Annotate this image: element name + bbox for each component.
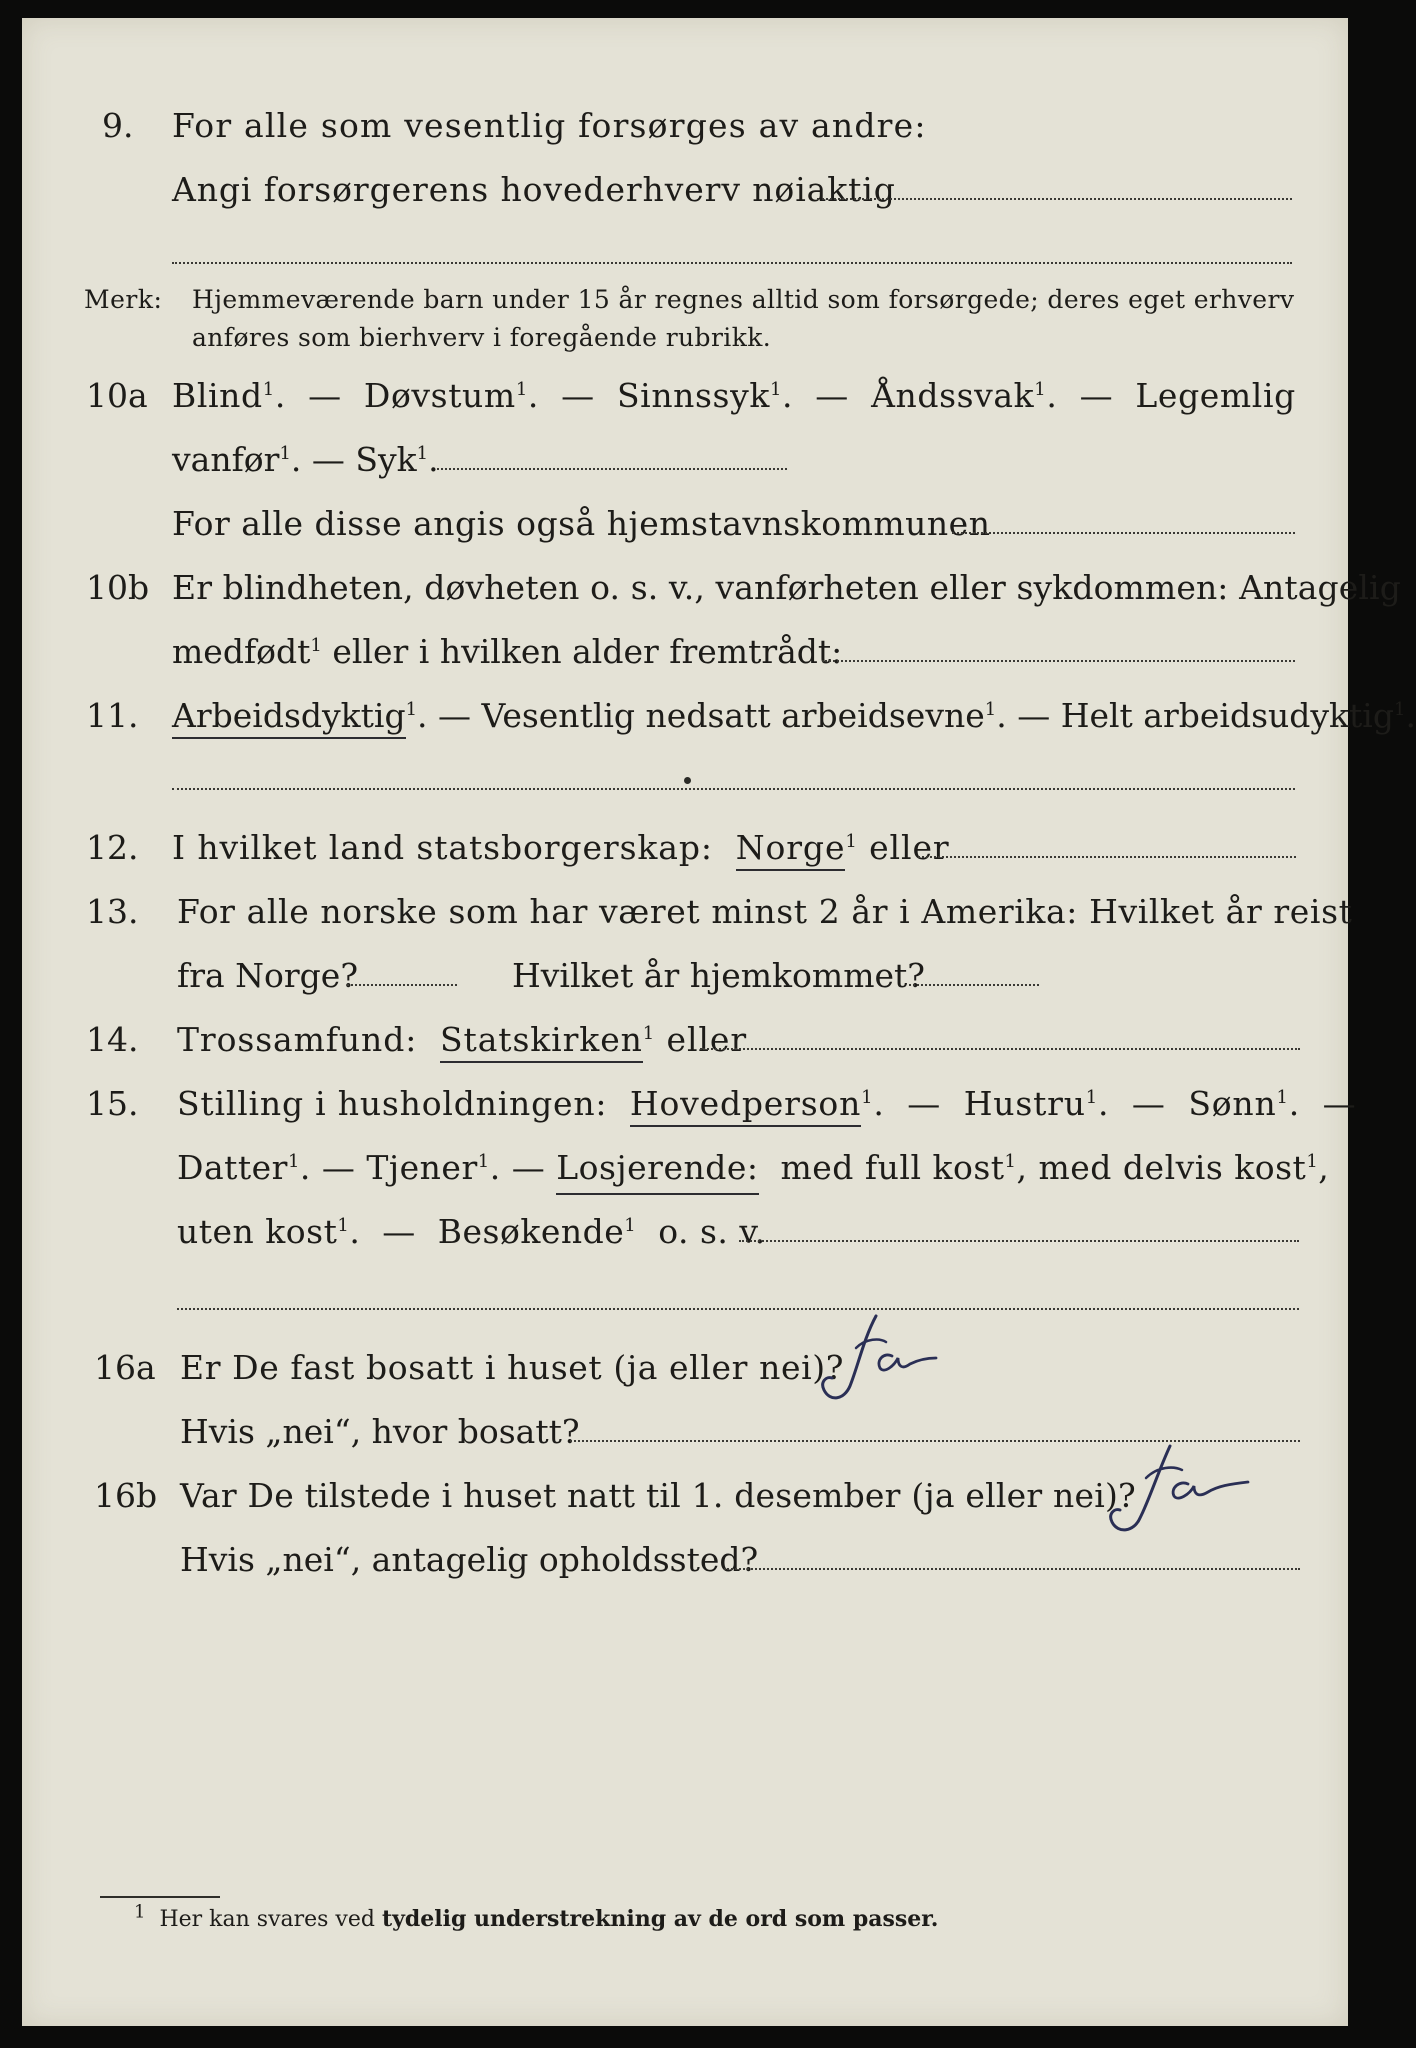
q9-line1: For alle som vesentlig forsørges av andre: (172, 106, 927, 145)
handwritten-answer-ja-16a (814, 1308, 964, 1408)
option-uten-kost: uten kost (177, 1212, 338, 1251)
option-datter: Datter (177, 1148, 288, 1187)
option-arbeidsdyktig: Arbeidsdyktig (172, 696, 406, 739)
item-number-16b: 16b (94, 1476, 158, 1515)
q10b-answer-line (822, 660, 1295, 662)
q11-answer-line (172, 788, 1295, 790)
footnote-bold: tydelig understrekning av de ord som passer. (381, 1906, 939, 1932)
q10a-line1: Blind$^1$. — Døvstum$^1$. — Sinnssyk$^1$. — Åndssvak$^1$. — Legemlig (172, 376, 1296, 415)
item-number-14: 14. (86, 1020, 139, 1059)
q13-fra-norge: fra Norge? (177, 956, 359, 995)
q10b-line1: Er blindheten, døvheten o. s. v., vanførheten eller sykdommen: Antagelig (172, 568, 1401, 607)
option-helt-udyktig: Helt arbeidsudyktig (1060, 696, 1394, 735)
q10b-line2: medfødt$^1$ eller i hvilken alder fremtrådt: (172, 632, 843, 671)
q13-hjemkommet: Hvilket år hjemkommet? (512, 956, 925, 995)
merk-label: Merk: (84, 285, 163, 314)
q12-line: I hvilket land statsborgerskap: Norge$^1$ eller (172, 826, 950, 870)
item-number-13: 13. (86, 892, 139, 931)
q11-line: Arbeidsdyktig$^1$. — Vesentlig nedsatt arbeidsevne$^1$. — Helt arbeidsudyktig$^1$. (172, 694, 1416, 738)
q13-line1: For alle norske som har været minst 2 år i Amerika: Hvilket år reist (177, 892, 1353, 931)
option-med-delvis-kost: med delvis kost (1038, 1148, 1307, 1187)
option-sinnssyk: Sinnssyk (616, 376, 770, 415)
q12-answer-line (918, 856, 1296, 858)
footnote-lead: Her kan svares ved (159, 1907, 375, 1932)
item-number-16a: 16a (94, 1348, 156, 1387)
handwritten-answer-ja-16b (1100, 1436, 1270, 1540)
q10b-alder-text: eller i hvilken alder fremtrådt: (332, 632, 843, 671)
item-number-10a: 10a (86, 376, 148, 415)
q15-line1: Stilling i husholdningen: Hovedperson$^1$. — Hustru$^1$. — Sønn$^1$. — (177, 1082, 1356, 1126)
q16b-line1: Var De tilstede i huset natt til 1. desember (ja eller nei)? (180, 1476, 1136, 1515)
option-sonn: Sønn (1188, 1084, 1277, 1123)
option-besokende: Besøkende (437, 1212, 625, 1251)
option-hovedperson: Hovedperson (630, 1084, 861, 1127)
option-losjerende: Losjerende: (556, 1148, 758, 1195)
q10a-hjemstavn-line (952, 532, 1295, 534)
merk-line2: anføres som bierhverv i foregående rubrikk. (192, 323, 772, 352)
option-blind: Blind (172, 376, 263, 415)
ink-dot (684, 777, 691, 784)
q15-answer-line-2 (177, 1308, 1299, 1310)
footnote-mark: 1 (134, 1901, 146, 1923)
q14-eller: eller (666, 1020, 747, 1059)
q15-answer-line (739, 1240, 1299, 1242)
option-dovstum: Døvstum (363, 376, 516, 415)
footnote (134, 1901, 939, 1935)
q12-text: I hvilket land statsborgerskap: (172, 828, 713, 867)
q13-hjem-line (909, 984, 1039, 986)
option-norge: Norge (736, 828, 846, 871)
q14-answer-line (700, 1048, 1300, 1050)
option-hustru: Hustru (963, 1084, 1086, 1123)
option-med-full-kost: med full kost (780, 1148, 1005, 1187)
item-number-11: 11. (86, 696, 139, 735)
q12-eller: eller (869, 828, 950, 867)
q15-text: Stilling i husholdningen: (177, 1084, 608, 1123)
q10a-syk-line (437, 468, 787, 470)
item-number-15: 15. (86, 1084, 139, 1123)
q10a-line2: vanfør$^1$. — Syk$^1$. (172, 440, 439, 479)
option-tjener: Tjener (366, 1148, 478, 1187)
q9-line2: Angi forsørgerens hovederhverv nøiaktig (172, 170, 896, 209)
option-syk: Syk (355, 440, 417, 479)
q9-answer-line (817, 198, 1292, 200)
item-number-12: 12. (86, 828, 139, 867)
form-page (22, 18, 1416, 2026)
option-vesentlig-nedsatt: Vesentlig nedsatt arbeidsevne (481, 696, 985, 735)
q16a-line2: Hvis „nei“, hvor bosatt? (180, 1412, 580, 1451)
q15-osv: o. s. v. (658, 1212, 766, 1251)
q15-line2: Datter$^1$. — Tjener$^1$. — Losjerende: med full kost$^1$, med delvis kost$^1$, (177, 1146, 1329, 1190)
option-legemlig: Legemlig (1135, 376, 1296, 415)
option-statskirken: Statskirken (440, 1020, 643, 1063)
q13-fra-line (347, 984, 457, 986)
q14-text: Trossamfund: (177, 1020, 418, 1059)
q16a-line1: Er De fast bosatt i huset (ja eller nei)? (180, 1348, 844, 1387)
option-medfodt: medfødt (172, 632, 311, 671)
q16b-answer-line (724, 1568, 1300, 1570)
q15-line3: uten kost$^1$. — Besøkende$^1$ o. s. v. (177, 1212, 766, 1251)
q16b-line2: Hvis „nei“, antagelig opholdssted? (180, 1540, 759, 1579)
q10a-line3: For alle disse angis også hjemstavnskommunen (172, 504, 991, 543)
item-number-10b: 10b (86, 568, 150, 607)
option-vanfor: vanfør (172, 440, 280, 479)
q14-line: Trossamfund: Statskirken$^1$ eller (177, 1018, 747, 1062)
item-number-9: 9. (102, 106, 134, 145)
q9-answer-line-2 (172, 262, 1292, 264)
merk-line1: Hjemmeværende barn under 15 år regnes alltid som forsørgede; deres eget erhverv (192, 285, 1295, 314)
option-andssvak: Åndssvak (871, 376, 1035, 415)
footnote-rule (100, 1896, 220, 1898)
